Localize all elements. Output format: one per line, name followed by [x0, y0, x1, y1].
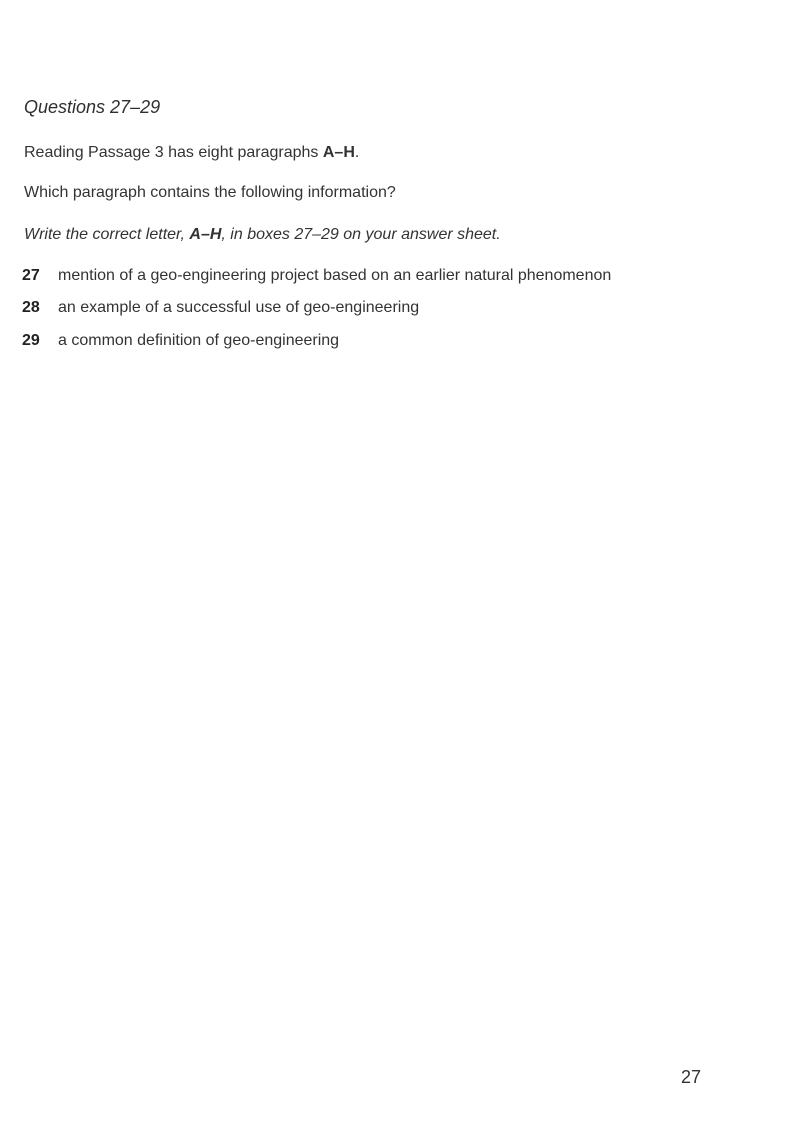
passage-intro-suffix: .	[354, 144, 360, 161]
question-text: mention of a geo-engineering project based on an earlier natural phenomenon	[58, 267, 612, 284]
question-text: a common definition of geo-engineering	[58, 332, 340, 349]
answer-instruction-suffix: , in boxes 27–29 on your answer sheet.	[221, 226, 501, 243]
section-title: Questions 27–29	[24, 97, 161, 117]
question-text: an example of a successful use of geo-engineering	[58, 299, 420, 316]
question-item	[22, 332, 339, 350]
question-number: 27	[22, 267, 40, 284]
answer-instruction	[24, 226, 501, 244]
question-item	[22, 267, 611, 285]
paragraph-range: A–H	[322, 144, 355, 161]
page-number: 27	[681, 1067, 702, 1087]
question-number: 28	[22, 299, 40, 316]
passage-intro-prefix: Reading Passage 3 has eight paragraphs	[24, 144, 323, 161]
question-number: 29	[22, 332, 40, 349]
answer-instruction-prefix: Write the correct letter,	[24, 226, 190, 243]
answer-letter-range: A–H	[189, 226, 222, 243]
task-question: Which paragraph contains the following information?	[24, 184, 396, 201]
passage-intro	[24, 144, 359, 162]
question-item	[22, 299, 419, 317]
